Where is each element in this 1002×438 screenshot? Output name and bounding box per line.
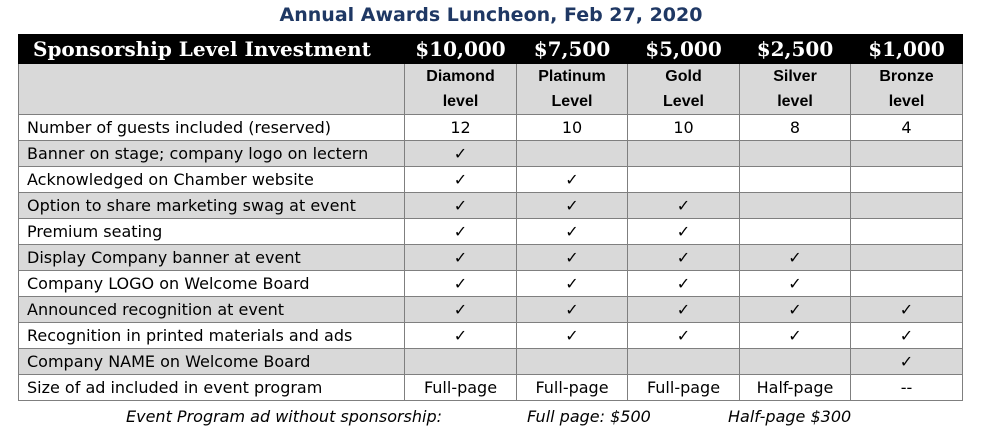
- check-icon: ✓: [740, 245, 851, 271]
- table-row: [19, 193, 963, 219]
- feature-label: Recognition in printed materials and ads: [19, 323, 405, 349]
- check-icon: ✓: [628, 271, 740, 297]
- check-icon: ✓: [405, 141, 517, 167]
- table-cell: --: [851, 375, 963, 401]
- check-icon: ✓: [405, 245, 517, 271]
- check-icon: ✓: [517, 245, 628, 271]
- sponsorship-table: [18, 34, 963, 401]
- table-cell: Full-page: [628, 375, 740, 401]
- table-row: [19, 167, 963, 193]
- price-diamond: $10,000: [405, 35, 517, 64]
- check-icon: ✓: [628, 323, 740, 349]
- table-cell: [740, 349, 851, 375]
- benefit-rows: [19, 115, 963, 401]
- level-platinum: Platinum Level: [517, 64, 628, 115]
- table-cell: [628, 349, 740, 375]
- check-icon: ✓: [851, 297, 963, 323]
- price-gold: $5,000: [628, 35, 740, 64]
- table-cell: [851, 193, 963, 219]
- feature-label: Company NAME on Welcome Board: [19, 349, 405, 375]
- feature-label: Number of guests included (reserved): [19, 115, 405, 141]
- check-icon: ✓: [517, 219, 628, 245]
- check-icon: ✓: [405, 167, 517, 193]
- check-icon: ✓: [740, 323, 851, 349]
- table-row: [19, 115, 963, 141]
- price-silver: $2,500: [740, 35, 851, 64]
- level-bronze: Bronze level: [851, 64, 963, 115]
- check-icon: ✓: [517, 297, 628, 323]
- footnote-full-page: Full page: $500: [527, 407, 651, 426]
- check-icon: ✓: [405, 219, 517, 245]
- check-icon: ✓: [517, 193, 628, 219]
- table-cell: [851, 271, 963, 297]
- footnote-label: Event Program ad without sponsorship:: [126, 407, 443, 426]
- feature-label: Company LOGO on Welcome Board: [19, 271, 405, 297]
- table-cell: [740, 141, 851, 167]
- table-row: [19, 297, 963, 323]
- level-diamond: Diamond level: [405, 64, 517, 115]
- table-cell: 10: [517, 115, 628, 141]
- table-row: [19, 349, 963, 375]
- table-cell: [740, 193, 851, 219]
- check-icon: ✓: [628, 193, 740, 219]
- table-cell: Full-page: [517, 375, 628, 401]
- table-cell: [628, 141, 740, 167]
- feature-label: Premium seating: [19, 219, 405, 245]
- check-icon: ✓: [517, 167, 628, 193]
- check-icon: ✓: [851, 349, 963, 375]
- header-row: [19, 35, 963, 64]
- check-icon: ✓: [628, 219, 740, 245]
- table-cell: [851, 141, 963, 167]
- table-cell: Full-page: [405, 375, 517, 401]
- check-icon: ✓: [405, 323, 517, 349]
- price-bronze: $1,000: [851, 35, 963, 64]
- feature-label: Banner on stage; company logo on lectern: [19, 141, 405, 167]
- check-icon: ✓: [628, 297, 740, 323]
- table-cell: 8: [740, 115, 851, 141]
- level-row: [19, 64, 963, 115]
- table-cell: [851, 167, 963, 193]
- table-cell: [517, 349, 628, 375]
- feature-label: Display Company banner at event: [19, 245, 405, 271]
- level-silver: Silver level: [740, 64, 851, 115]
- feature-label: Option to share marketing swag at event: [19, 193, 405, 219]
- table-cell: [851, 245, 963, 271]
- table-cell: 4: [851, 115, 963, 141]
- check-icon: ✓: [405, 297, 517, 323]
- check-icon: ✓: [740, 297, 851, 323]
- table-cell: [740, 219, 851, 245]
- table-cell: [851, 219, 963, 245]
- table-row: [19, 323, 963, 349]
- table-cell: Half-page: [740, 375, 851, 401]
- price-platinum: $7,500: [517, 35, 628, 64]
- feature-label: Announced recognition at event: [19, 297, 405, 323]
- table-cell: [517, 141, 628, 167]
- table-cell: [628, 167, 740, 193]
- feature-label: Acknowledged on Chamber website: [19, 167, 405, 193]
- table-cell: 10: [628, 115, 740, 141]
- check-icon: ✓: [517, 323, 628, 349]
- header-label: Sponsorship Level Investment: [19, 35, 405, 64]
- check-icon: ✓: [628, 245, 740, 271]
- level-blank-cell: [19, 64, 405, 115]
- table-row: [19, 219, 963, 245]
- page-title: Annual Awards Luncheon, Feb 27, 2020: [279, 4, 703, 26]
- table-cell: [405, 349, 517, 375]
- check-icon: ✓: [405, 193, 517, 219]
- check-icon: ✓: [851, 323, 963, 349]
- table-cell: [740, 167, 851, 193]
- footnote-half-page: Half-page $300: [728, 407, 852, 426]
- table-row: [19, 375, 963, 401]
- table-row: [19, 245, 963, 271]
- check-icon: ✓: [517, 271, 628, 297]
- level-gold: Gold Level: [628, 64, 740, 115]
- table-row: [19, 141, 963, 167]
- table-row: [19, 271, 963, 297]
- check-icon: ✓: [740, 271, 851, 297]
- table-cell: 12: [405, 115, 517, 141]
- feature-label: Size of ad included in event program: [19, 375, 405, 401]
- check-icon: ✓: [405, 271, 517, 297]
